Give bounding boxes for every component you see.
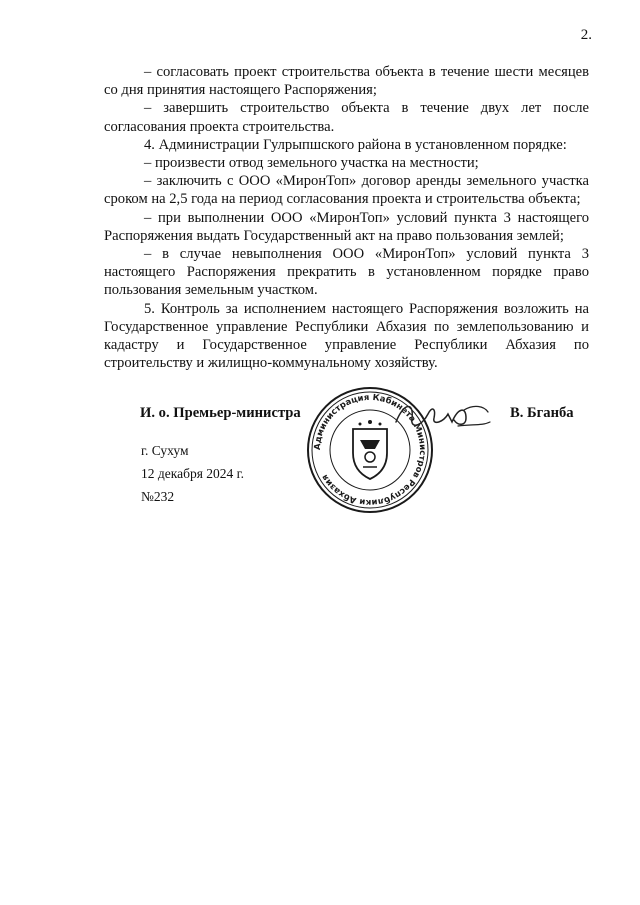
paragraph: 4. Администрации Гулрыпшского района в установленном порядке: xyxy=(144,136,567,153)
paragraph: – завершить строительство объекта в течение двух лет после согласования проекта строительства. xyxy=(104,100,589,135)
signatory-name: В. Бганба xyxy=(510,405,574,421)
paragraph: – при выполнении ООО «МиронТоп» условий пункта 3 настоящего Распоряжения выдать Государственный акт на право пользования землей; xyxy=(104,209,589,244)
document-city: г. Сухум xyxy=(141,443,189,458)
coat-of-arms-icon xyxy=(353,420,387,479)
document-date: 12 декабря 2024 г. xyxy=(141,466,245,481)
paragraph: – в случае невыполнения ООО «МиронТоп» условий пункта 3 настоящего Распоряжения прекратить в установленном порядке право пользования земельным участком. xyxy=(104,246,589,299)
paragraph: – согласовать проект строительства объекта в течение шести месяцев со дня принятия настоящего Распоряжения; xyxy=(104,64,589,99)
paragraph: – заключить с ООО «МиронТоп» договор аренды земельного участка сроком на 2,5 года на период согласования проекта и строительства объекта; xyxy=(104,173,589,208)
paragraph: 5. Контроль за исполнением настоящего Распоряжения возложить на Государственное управление Республики Абхазия по землепользованию и кадастру и Государственное управление Республики Абхазия по строительству и жилищно-коммунальному хозяйству. xyxy=(104,300,589,372)
signatory-title: И. о. Премьер-министра xyxy=(140,405,301,421)
body-text xyxy=(104,63,589,372)
handwritten-signature xyxy=(392,396,492,436)
paragraph: – произвести отвод земельного участка на местности; xyxy=(144,155,479,172)
document-number: №232 xyxy=(141,489,175,504)
seal-text: Администрация Кабинета Министров Республики Абхазия xyxy=(312,392,428,508)
page-number: 2. xyxy=(580,27,592,43)
